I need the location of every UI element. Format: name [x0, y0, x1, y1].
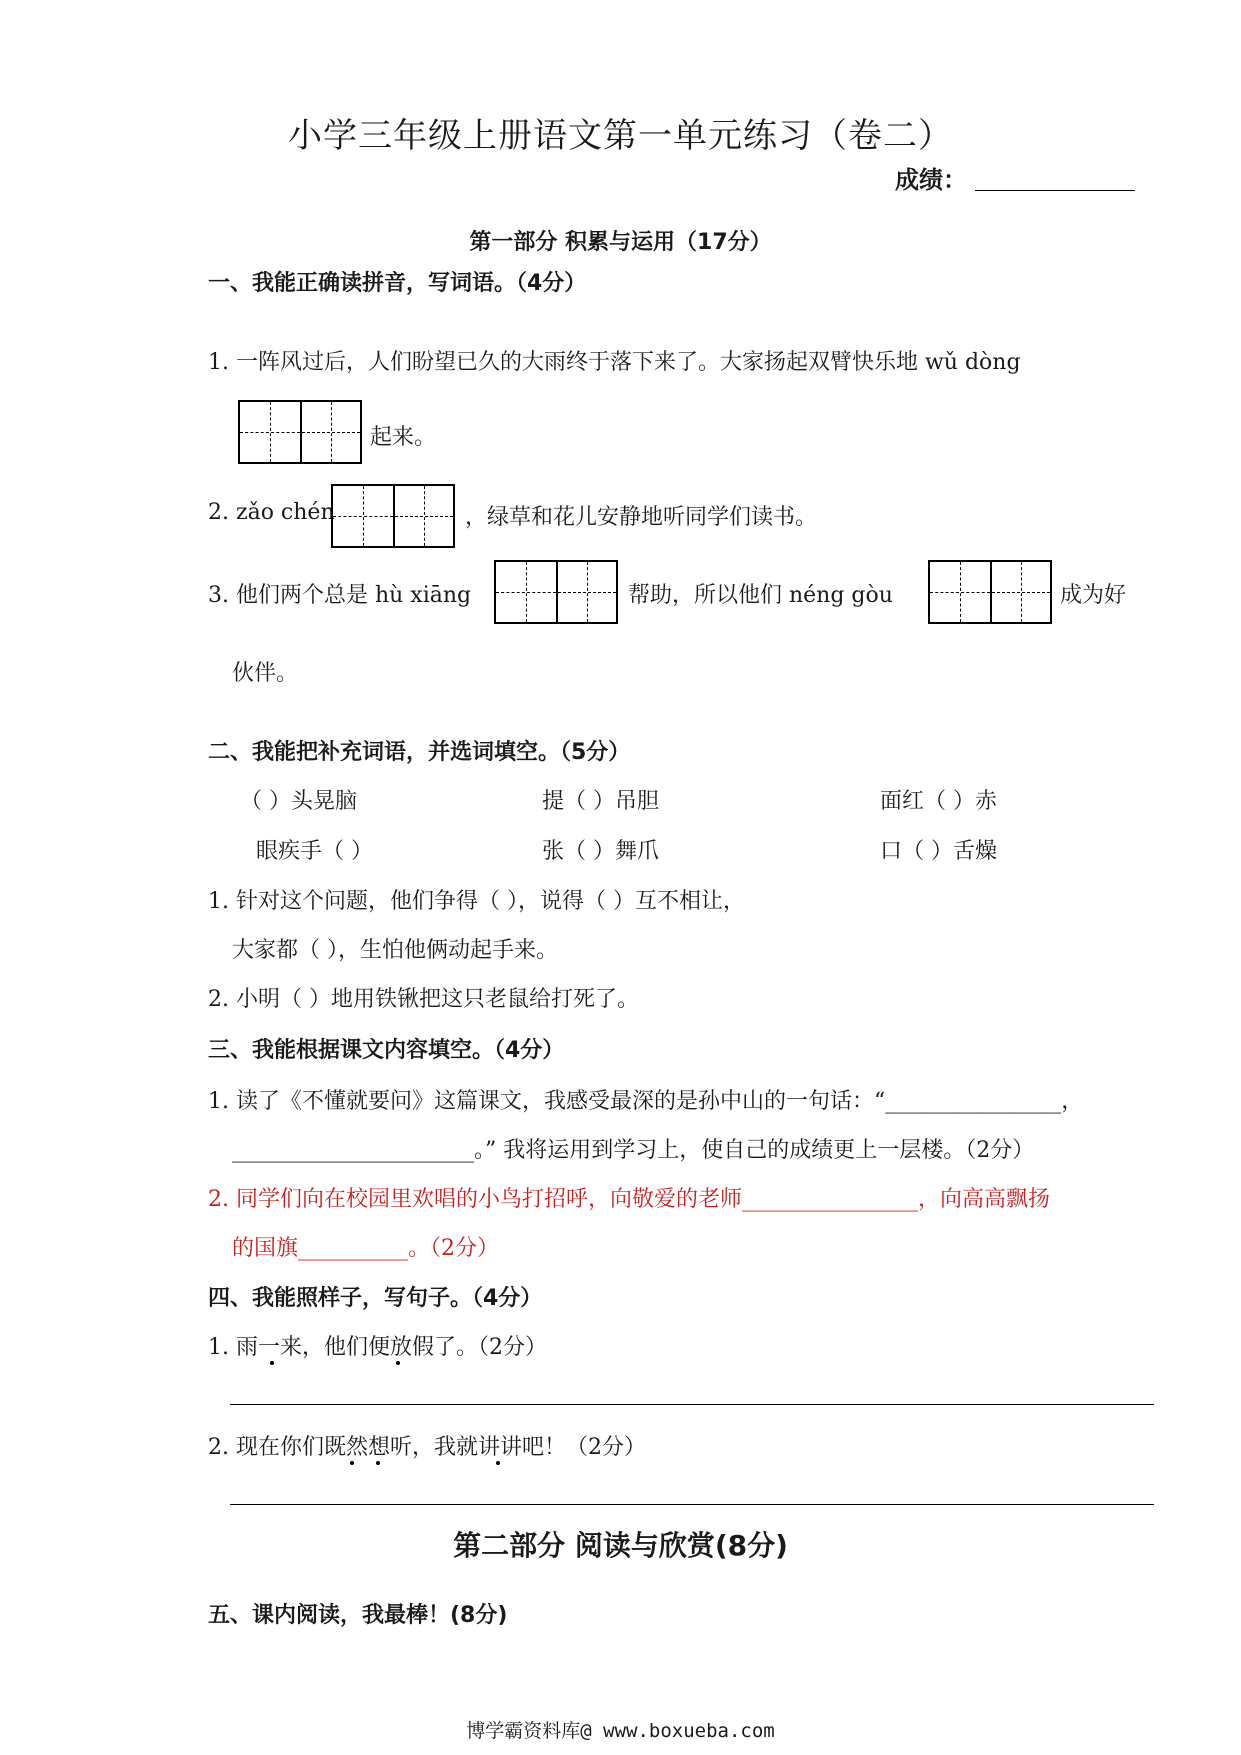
footer-watermark: 博学霸资料库@ www.boxueba.com: [466, 1720, 775, 1742]
answer-line-2[interactable]: [230, 1504, 1154, 1505]
idiom-3: 面红（ ）赤: [880, 789, 997, 814]
grid-cell[interactable]: [300, 402, 360, 462]
idiom-1: （ ）头晃脑: [240, 789, 357, 814]
q4-line2: 2. 现在你们既然想听，我就讲讲吧！（2分）: [208, 1435, 646, 1460]
page-title: 小学三年级上册语文第一单元练习（卷二）: [288, 116, 953, 156]
q3-line1b: ______________________。” 我将运用到学习上，使自己的成绩更上一层楼。（2分）: [232, 1138, 1035, 1163]
answer-line-1[interactable]: [230, 1404, 1154, 1405]
q3-line1a: 1. 读了《不懂就要问》这篇课文，我感受最深的是孙中山的一句话：“________________，: [208, 1089, 1084, 1114]
part1-heading: 第一部分 积累与运用（17分）: [469, 230, 772, 255]
q2-heading: 二、我能把补充词语，并选词填空。（5分）: [208, 740, 631, 765]
emphasis-dot: [270, 1361, 274, 1365]
q1-line2a: 2. zǎo chén: [208, 500, 335, 525]
q3-line2b: 的国旗__________。（2分）: [232, 1236, 499, 1261]
writing-grid-zaochen[interactable]: [331, 484, 455, 548]
grid-cell[interactable]: [990, 562, 1050, 622]
q1-heading: 一、我能正确读拼音，写词语。（4分）: [208, 271, 587, 296]
grid-cell[interactable]: [930, 562, 990, 622]
idiom-5: 张（ ）舞爪: [542, 839, 659, 864]
q2-sentence1a: 1. 针对这个问题，他们争得（ ），说得（ ）互不相让，: [208, 889, 745, 914]
q1-line3b: 帮助，所以他们 néng gòu: [628, 583, 893, 608]
q1-line2b: ，绿草和花儿安静地听同学们读书。: [465, 505, 818, 530]
idiom-2: 提（ ）吊胆: [542, 789, 659, 814]
writing-grid-wudong[interactable]: [238, 400, 362, 464]
q1-line1: 1. 一阵风过后，人们盼望已久的大雨终于落下来了。大家扬起双臂快乐地 wǔ dòng: [208, 350, 1021, 375]
score-label: 成绩：: [895, 166, 967, 194]
emphasis-dot: [396, 1361, 400, 1365]
emphasis-dot: [350, 1461, 354, 1465]
writing-grid-huxiang[interactable]: [494, 560, 618, 624]
grid-cell[interactable]: [496, 562, 556, 622]
emphasis-dot: [496, 1461, 500, 1465]
q3-heading: 三、我能根据课文内容填空。（4分）: [208, 1038, 565, 1063]
q2-sentence2: 2. 小明（ ）地用铁锹把这只老鼠给打死了。: [208, 987, 639, 1012]
writing-grid-nenggou[interactable]: [928, 560, 1052, 624]
q4-line1: 1. 雨一来，他们便放假了。（2分）: [208, 1335, 547, 1360]
grid-cell[interactable]: [333, 486, 393, 546]
q1-line3c: 成为好: [1060, 583, 1127, 608]
grid-cell[interactable]: [556, 562, 616, 622]
part2-heading: 第二部分 阅读与欣赏(8分): [453, 1529, 788, 1562]
q5-heading: 五、课内阅读，我最棒！(8分): [208, 1603, 508, 1628]
grid-cell[interactable]: [393, 486, 453, 546]
q1-line3d: 伙伴。: [232, 661, 299, 686]
score-blank[interactable]: [975, 190, 1135, 191]
idiom-6: 口（ ）舌燥: [880, 839, 997, 864]
grid-cell[interactable]: [240, 402, 300, 462]
q1-line1b: 起来。: [370, 425, 437, 450]
idiom-4: 眼疾手（ ）: [256, 839, 373, 864]
q2-sentence1b: 大家都（ ），生怕他俩动起手来。: [232, 938, 558, 963]
q1-line3a: 3. 他们两个总是 hù xiāng: [208, 583, 472, 608]
q4-heading: 四、我能照样子，写句子。（4分）: [208, 1286, 543, 1311]
q3-line2a: 2. 同学们向在校园里欢唱的小鸟打招呼，向敬爱的老师________________，向高高飘扬: [208, 1187, 1050, 1212]
emphasis-dot: [376, 1461, 380, 1465]
